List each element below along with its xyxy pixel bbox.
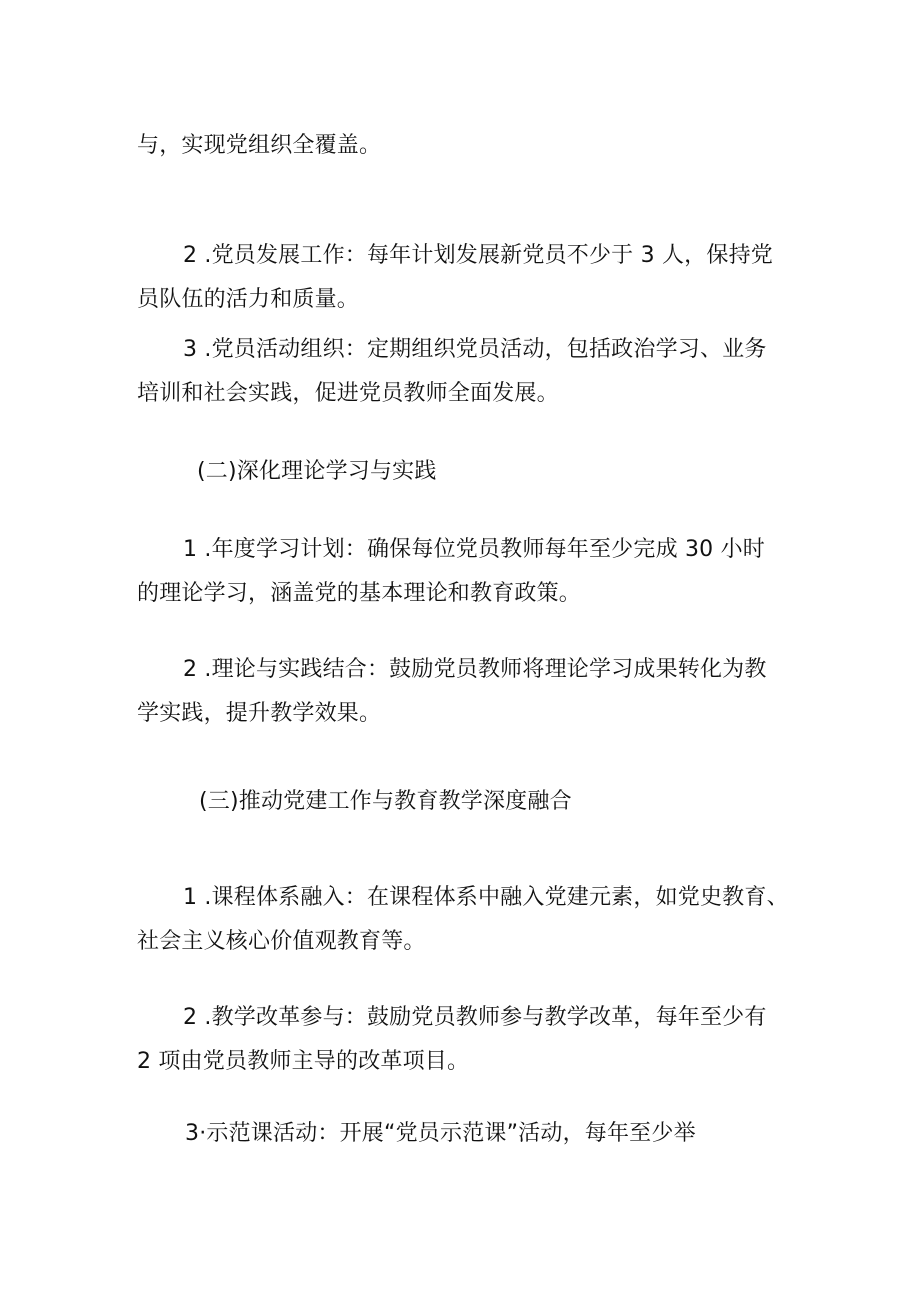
paragraph-line: 与，实现党组织全覆盖。	[137, 133, 382, 158]
paragraph-line: 1 .年度学习计划：确保每位党员教师每年至少完成 30 小时	[183, 537, 765, 562]
paragraph-line: 2 项由党员教师主导的改革项目。	[137, 1049, 470, 1074]
paragraph-line: 学实践，提升教学效果。	[137, 701, 382, 726]
paragraph-curriculum-integration	[137, 876, 787, 964]
paragraph-line: 2 .党员发展工作：每年计划发展新党员不少于 3 人，保持党	[183, 243, 773, 268]
paragraph-theory-practice	[137, 648, 787, 736]
paragraph-line: 2 .教学改革参与：鼓励党员教师参与教学改革，每年至少有	[183, 1005, 767, 1030]
paragraph-demo-class	[137, 1112, 787, 1156]
paragraph-teaching-reform	[137, 996, 787, 1084]
paragraph-member-development	[137, 234, 787, 322]
paragraph-line: 的理论学习，涵盖党的基本理论和教育政策。	[137, 581, 582, 606]
paragraph-line: 2 .理论与实践结合：鼓励党员教师将理论学习成果转化为教	[183, 657, 767, 682]
paragraph-member-activities	[137, 328, 787, 416]
section-heading-theory-study: (二)深化理论学习与实践	[197, 459, 437, 484]
paragraph-annual-study-plan	[137, 528, 787, 616]
paragraph-org-coverage	[137, 124, 787, 168]
paragraph-line: 员队伍的活力和质量。	[137, 287, 360, 312]
paragraph-line: 3·示范课活动：开展“党员示范课”活动，每年至少举	[185, 1121, 696, 1146]
paragraph-line: 培训和社会实践，促进党员教师全面发展。	[137, 381, 559, 406]
paragraph-line: 3 .党员活动组织：定期组织党员活动，包括政治学习、业务	[183, 337, 767, 362]
paragraph-line: 社会主义核心价值观教育等。	[137, 929, 426, 954]
paragraph-line: 1 .课程体系融入：在课程体系中融入党建元素，如党史教育、	[183, 885, 789, 910]
section-heading-party-education-integration: (三)推动党建工作与教育教学深度融合	[199, 789, 572, 814]
